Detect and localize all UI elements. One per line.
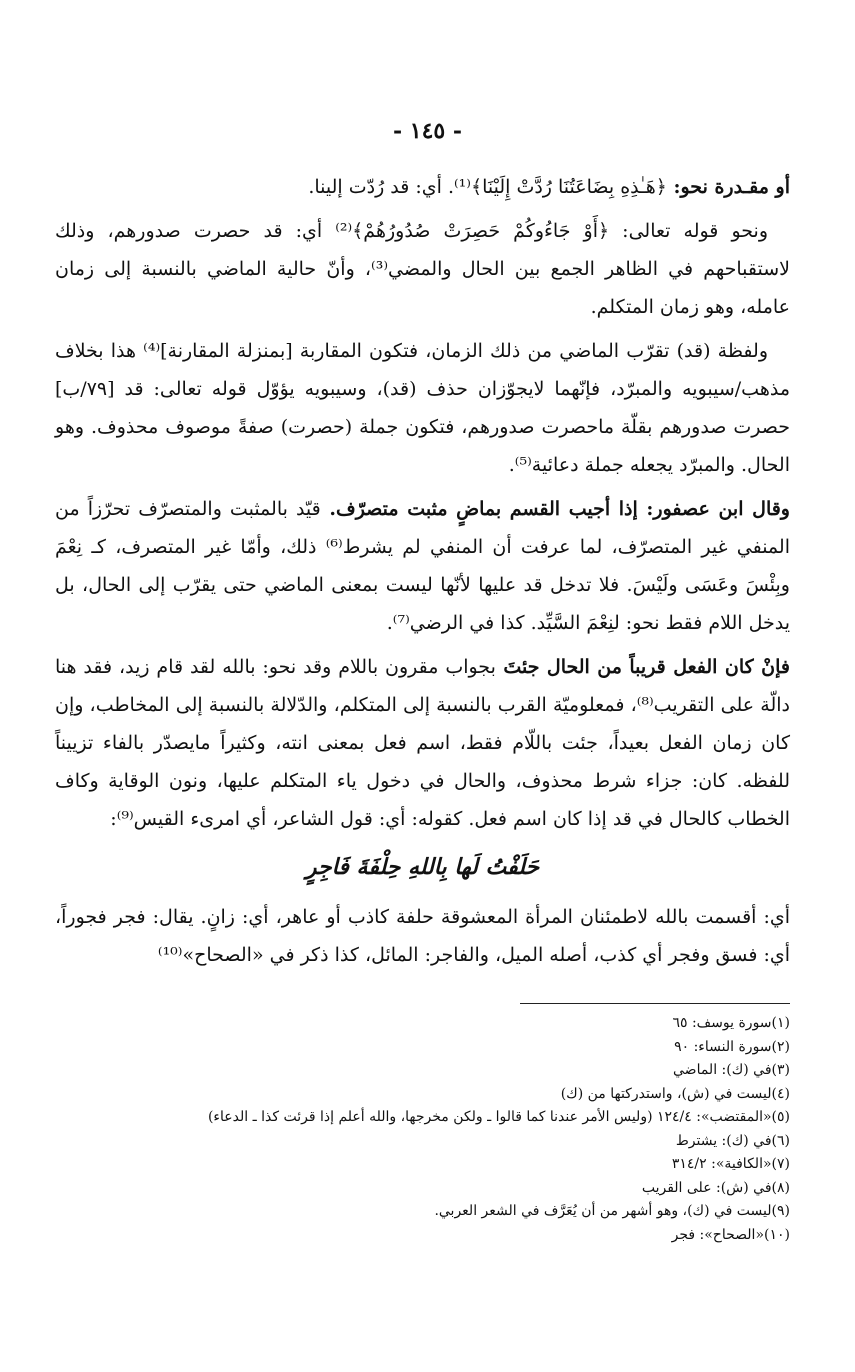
footnote-6: (٦)في (ك): يشترط <box>675 1132 790 1149</box>
footnote-separator <box>520 1003 790 1004</box>
paragraph-3 <box>55 332 790 484</box>
paragraph-4-lead: وقال ابن عصفور: إذا أجيب القسم بماضٍ مثبت متصرّف. <box>320 498 790 520</box>
footnote-10: (١٠)«الصحاح»: فجر <box>671 1226 790 1243</box>
footnote-3: (٣)في (ك): الماضي <box>673 1062 790 1078</box>
footnote-7: (٧)«الكافية»: ٣١٤/٢ <box>671 1156 790 1172</box>
footnote-1: (١)سورة يوسف: ٦٥ <box>672 1015 790 1031</box>
footnote-2: (٢)سورة النساء: ٩٠ <box>674 1038 790 1055</box>
footnote-9: (٩)ليست في (ك)، وهو أشهر من أن يُعَرَّف في الشعر العربي. <box>434 1203 790 1219</box>
paragraph-1 <box>55 168 790 206</box>
footnotes-list <box>55 1012 790 1247</box>
footnote-5: (٥)«المقتضب»: ١٢٤/٤ (وليس الأمر عندنا كما قالوا ـ ولكن مخرجها، والله أعلم إذا قرئت كذا ـ الدعاء) <box>207 1109 790 1125</box>
paragraph-5 <box>55 648 790 838</box>
paragraph-1-text: ﴿هَـٰذِهِ بِضَاعَتُنَا رُدَّتْ إِلَيْنَا﴾⁽¹⁾. أي: قد رُدّت إلينا. <box>308 176 667 198</box>
paragraph-3-text: ولفظة (قد) تقرّب الماضي من ذلك الزمان، فتكون المقاربة [بمنزلة المقارنة]⁽⁴⁾ هذا بخلاف مذهب/سيبويه والمبرّد، فإنّهما لايجوّزان حذف (قد)، وسيبويه يؤوّل قوله تعالى: قد [٧٩/ب] حصرت صدورهم بقلّة ماحصرت صدورهم، فتكون جملة (حصرت) صفةً موصوف محذوف. وهو الحال. والمبرّد يجعله جملة دعائية⁽⁵⁾. <box>55 340 790 476</box>
paragraph-5-lead: فإنْ كان الفعل قريباً من الحال جئتَ <box>495 656 790 678</box>
paragraph-2-text: ونحو قوله تعالى: ﴿أَوْ جَاءُوكُمْ حَصِرَتْ صُدُورُهُمْ﴾⁽²⁾ أي: قد حصرت صدورهم، وذلك لاستقباحهم في الظاهر الجمع بين الحال والمضي⁽³⁾، وأنّ حالية الماضي بالنسبة إلى زمان عامله، وهو زمان المتكلم. <box>55 220 791 318</box>
paragraph-6-text: أي: أقسمت بالله لاطمئنان المرأة المعشوقة حلفة كاذب أو عاهر، أي: زانٍ. يقال: فجر فجوراً، أي: فسق وفجر أي كذب، أصله الميل، والفاجر: المائل، كذا ذكر في «الصحاح»⁽¹⁰⁾ <box>55 906 790 966</box>
page-number: - ١٤٥ - <box>392 118 463 144</box>
paragraph-6 <box>55 898 790 974</box>
poetry-verse: حَلَفْتُ لَها بِاللهِ حِلْفَةَ فَاجِرٍ <box>305 854 540 880</box>
paragraph-1-lead: أو مقـدرة نحو: <box>666 176 790 198</box>
paragraph-2 <box>55 212 790 326</box>
footnote-8: (٨)في (ش): على القريب <box>641 1179 790 1196</box>
paragraph-5-text: بجواب مقرون باللام وقد نحو: بالله لقد قام زيد، فقد هنا دالّة على التقريب⁽⁸⁾، فمعلوميّة القرب بالنسبة إلى المتكلم، والدّلالة بالنسبة إلى المخاطب، وإن كان زمان الفعل بعيداً، جئت باللّام فقط، اسم فعل بمعنى انته، وكثيراً مايصدّر بالفاء تزييناً للفظه. كان: جزاء شرط محذوف، والحال في دخول ياء المتكلم عليها، ونون الوقاية وكاف الخطاب كالحال في قد إذا كان اسم فعل. كقوله: أي: قول الشاعر، أي امرىء القيس⁽⁹⁾: <box>55 656 790 830</box>
main-text <box>55 168 790 980</box>
paragraph-4 <box>55 490 790 642</box>
paragraph-4-text: قيّد بالمثبت والمتصرّف تحرّزاً من المنفي غير المتصرّف، لما عرفت أن المنفي لم يشرط⁽⁶⁾ ذلك، وأمّا غير المتصرف، كـ نِعْمَ وبِئْسَ وعَسَى ولَيْسَ. فلا تدخل قد عليها لأنّها ليست بمعنى الماضي حتى يقرّب إلى الحال، بل يدخل اللام فقط نحو: لنِعْمَ السَّيِّد. كذا في الرضي⁽⁷⁾. <box>55 498 790 634</box>
footnote-4: (٤)ليست في (ش)، واستدركتها من (ك) <box>560 1085 790 1102</box>
